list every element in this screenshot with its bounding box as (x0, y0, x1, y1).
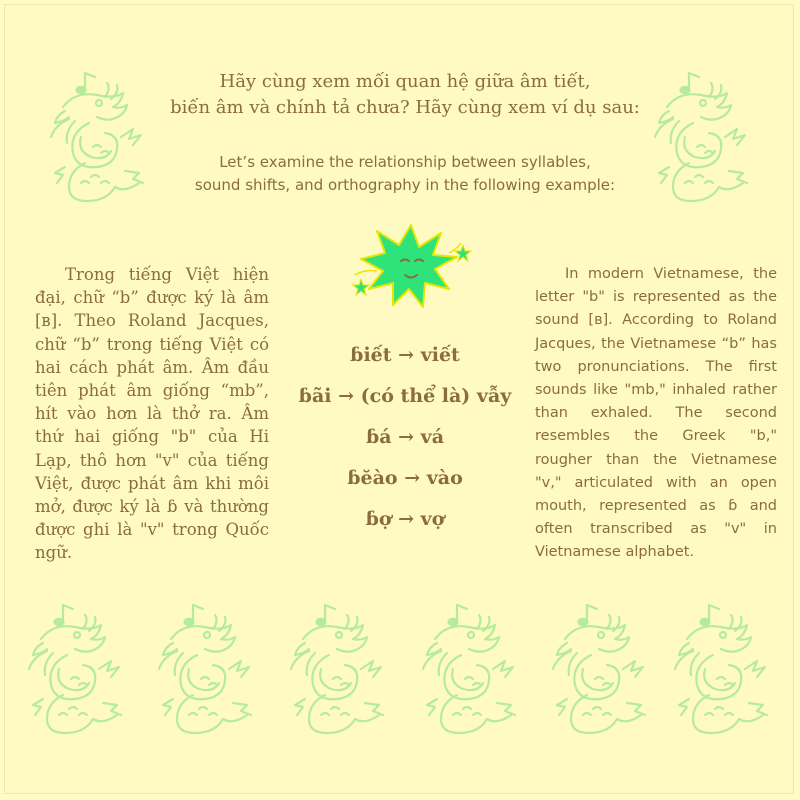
dragon-icon (45, 67, 155, 207)
page (4, 4, 794, 794)
header-en-line-2: sound shifts, and orthography in the following example: (194, 176, 616, 194)
dragon-icon (669, 599, 779, 739)
english-paragraph-text: In modern Vietnamese, the letter "b" is represented as the sound [ʙ]. According to Roland Jacques, the Vietnamese “b” has two pronunciations. The first sounds like "mb," inhaled rather than exhaled. The second resembles the Greek "b," rougher than the Vietnamese "v," articulated with an open mouth, represented as ɓ and often transcribed as "v" in Vietnamese alphabet. (535, 266, 777, 561)
example-item: ɓãi → (có thể là) vẫy (298, 385, 512, 407)
sun-star-icon (349, 223, 475, 313)
examples-list (295, 335, 515, 540)
example-item: ɓợ → vợ (365, 508, 445, 530)
header-en-line-1: Let’s examine the relationship between syllables, (219, 153, 591, 171)
header-english (155, 151, 655, 197)
header-vi-line-1: Hãy cùng xem mối quan hệ giữa âm tiết, (219, 71, 591, 92)
header-vi-line-2: biến âm và chính tả chưa? Hãy cùng xem ví dụ sau: (170, 97, 640, 118)
dragon-icon (153, 599, 263, 739)
dragon-icon (547, 599, 657, 739)
header-vietnamese (155, 69, 655, 121)
vietnamese-paragraph-text: Trong tiếng Việt hiện đại, chữ “b” được ký là âm [ʙ]. Theo Roland Jacques, chữ “b” trong tiếng Việt có hai cách phát âm. Âm đầu tiên phát âm giống “mb”, hít vào hơn là thở ra. Âm thứ hai giống "b" của Hi Lạp, thô hơn "v" của tiếng Việt, được phát âm khi môi mở, được ký là ɓ và thường được ghi là "v" trong Quốc ngữ. (35, 265, 269, 563)
vietnamese-paragraph (35, 263, 269, 565)
example-item: ɓĕào → vào (347, 467, 463, 489)
dragon-icon (649, 67, 759, 207)
dragon-icon (417, 599, 527, 739)
example-item: ɓiết → viết (350, 344, 460, 366)
dragon-icon (285, 599, 395, 739)
english-paragraph (535, 263, 777, 565)
dragon-icon (23, 599, 133, 739)
example-item: ɓá → vá (365, 426, 445, 448)
